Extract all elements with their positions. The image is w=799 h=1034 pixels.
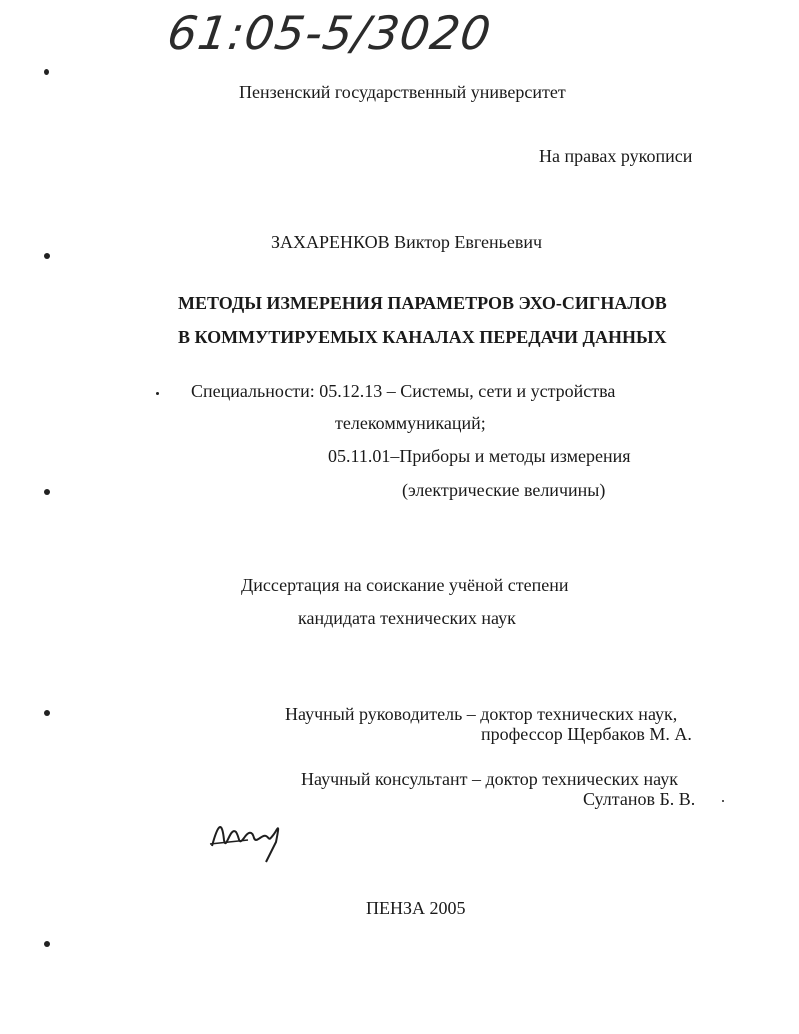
specialties-line3: 05.11.01–Приборы и методы измерения — [328, 446, 631, 466]
dissertation-title-line2: В КОММУТИРУЕМЫХ КАНАЛАХ ПЕРЕДАЧИ ДАННЫХ — [178, 327, 667, 347]
author-name: ЗАХАРЕНКОВ Виктор Евгеньевич — [271, 232, 543, 252]
manuscript-rights: На правах рукописи — [539, 146, 693, 166]
dissertation-title-line1: МЕТОДЫ ИЗМЕРЕНИЯ ПАРАМЕТРОВ ЭХО-СИГНАЛОВ — [178, 293, 667, 313]
supervisor-line2: профессор Щербаков М. А. — [481, 724, 692, 744]
binder-mark — [156, 392, 159, 395]
specialties-line4: (электрические величины) — [402, 480, 606, 500]
supervisor-line1: Научный руководитель – доктор технических наук, — [285, 704, 678, 724]
dissertation-degree-line2: кандидата технических наук — [298, 608, 516, 628]
binder-mark — [44, 69, 49, 75]
consultant-line1: Научный консультант – доктор технических наук — [301, 769, 678, 789]
binder-mark — [44, 253, 50, 259]
handwritten-number: 61:05-5/3020 — [164, 6, 495, 60]
city-year: ПЕНЗА 2005 — [366, 898, 466, 918]
binder-mark — [44, 710, 50, 716]
consultant-line2: Султанов Б. В. — [583, 789, 696, 809]
binder-mark — [722, 800, 724, 802]
binder-mark — [44, 941, 50, 947]
specialties-line1: Специальности: 05.12.13 – Системы, сети и устройства — [191, 381, 616, 401]
dissertation-degree-line1: Диссертация на соискание учёной степени — [241, 575, 569, 595]
specialties-line2: телекоммуникаций; — [335, 413, 486, 433]
binder-mark — [44, 489, 50, 495]
signature — [208, 812, 288, 864]
university-name: Пензенский государственный университет — [239, 82, 566, 102]
